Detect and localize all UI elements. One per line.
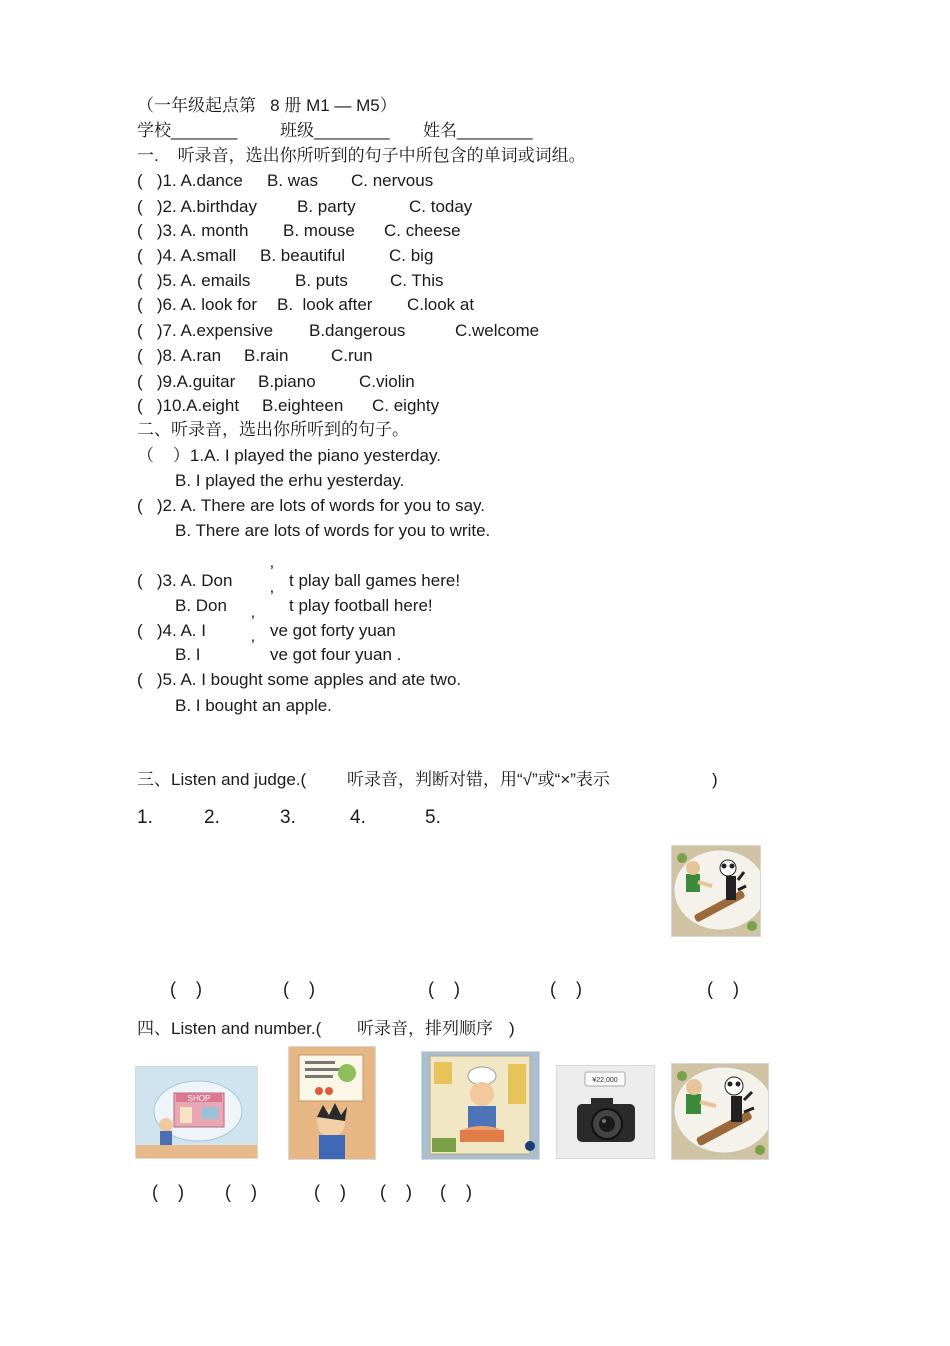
q5-option-a[interactable]: ( )5. A. I bought some apples and ate two. [137, 670, 462, 689]
option-b: B. party [297, 197, 356, 216]
section4-heading-instruction: 听录音，排列顺序 [357, 1019, 493, 1038]
q2-option-b[interactable]: B. There are lots of words for you to write. [175, 521, 491, 540]
judge-answer-2[interactable]: ( ) [283, 979, 315, 999]
option-c: C.run [331, 346, 373, 365]
panda-picture-2 [671, 1063, 769, 1160]
item-prefix: ( )2. A.birthday [137, 197, 257, 216]
option-c: C. today [409, 197, 473, 216]
item-prefix: ( )7. A.expensive [137, 321, 274, 340]
q3b-start: B. Don [175, 596, 227, 615]
item-prefix: ( )4. A.small [137, 246, 237, 265]
q4b-end: ve got four yuan . [270, 645, 402, 664]
q3a-start: ( )3. A. Don [137, 571, 233, 590]
price-tag: ¥22,000 [592, 1077, 618, 1084]
q1-option-a[interactable]: （ ）1.A. I played the piano yesterday. [137, 446, 441, 465]
item-prefix: ( )9.A.guitar [137, 372, 236, 391]
camera-picture [556, 1065, 655, 1159]
section3-heading-start: 三、Listen and judge.( [137, 770, 307, 789]
option-c: C. This [390, 271, 444, 290]
camera-drawing-icon [557, 1066, 654, 1158]
q1-option-b[interactable]: B. I played the erhu yesterday. [175, 471, 405, 490]
item-prefix: ( )8. A.ran [137, 346, 222, 365]
q4a-start: ( )4. A. I [137, 621, 206, 640]
cake-drawing-icon [422, 1052, 539, 1159]
option-c: C.welcome [455, 321, 540, 340]
q3b-end: t play football here! [289, 596, 433, 615]
q5-option-b[interactable]: B. I bought an apple. [175, 696, 332, 715]
school-field[interactable]: 学校_______ [137, 121, 238, 140]
option-c: C.violin [359, 372, 415, 391]
shop-drawing-icon [136, 1067, 257, 1158]
option-c: C.look at [407, 295, 475, 314]
judge-answer-4[interactable]: ( ) [550, 979, 582, 999]
judge-answer-5[interactable]: ( ) [707, 979, 739, 999]
judge-number-5: 5. [425, 807, 441, 828]
class-field[interactable]: 班级________ [280, 121, 390, 140]
number-answer-4[interactable]: ( ) [380, 1182, 412, 1202]
section1-heading: 一. 听录音，选出你所听到的句子中所包含的单词或词组。 [137, 146, 586, 165]
option-b: B.eighteen [262, 396, 344, 415]
option-b: B. beautiful [260, 246, 346, 265]
judge-number-2: 2. [204, 807, 220, 828]
item-prefix: ( )1. A.dance [137, 171, 243, 190]
boy-card-drawing-icon [289, 1047, 375, 1159]
option-b: B.rain [244, 346, 289, 365]
shop-sign: SHOP [187, 1094, 211, 1103]
item-prefix: ( )3. A. month [137, 221, 249, 240]
section2-heading: 二、听录音，选出你所听到的句子。 [137, 420, 409, 439]
panda-drawing-icon [672, 846, 760, 936]
panda-picture [671, 845, 761, 937]
option-b: B. was [267, 171, 319, 190]
section4-heading-start: 四、Listen and number.( [137, 1019, 322, 1038]
number-answer-1[interactable]: ( ) [152, 1182, 184, 1202]
item-prefix: ( )5. A. emails [137, 271, 251, 290]
option-b: B.piano [258, 372, 316, 391]
boy-card-picture [288, 1046, 376, 1160]
q4a-end: ve got forty yuan [270, 621, 396, 640]
number-answer-3[interactable]: ( ) [314, 1182, 346, 1202]
name-field[interactable]: 姓名________ [423, 121, 533, 140]
apostrophe: ’ [251, 636, 255, 655]
option-c: C. cheese [384, 221, 461, 240]
q2-option-a[interactable]: ( )2. A. There are lots of words for you to say. [137, 496, 486, 515]
judge-number-1: 1. [137, 807, 153, 828]
option-c: C. eighty [372, 396, 440, 415]
section3-heading-end: ) [712, 770, 718, 789]
apostrophe: ’ [270, 587, 274, 606]
birthday-cake-picture [421, 1051, 540, 1160]
section3-heading-instruction: 听录音，判断对错，用“√”或“×”表示 [347, 770, 610, 789]
number-answer-2[interactable]: ( ) [225, 1182, 257, 1202]
option-c: C. nervous [351, 171, 434, 190]
section4-heading-end: ) [509, 1019, 515, 1038]
apostrophe: ’ [270, 562, 274, 581]
worksheet-title: （一年级起点第 8 册 M1 — M5） [137, 96, 397, 115]
option-b: B. puts [295, 271, 348, 290]
judge-answer-3[interactable]: ( ) [428, 979, 460, 999]
judge-answer-1[interactable]: ( ) [170, 979, 202, 999]
item-prefix: ( )6. A. look for [137, 295, 257, 314]
q4b-start: B. I [175, 645, 201, 664]
option-c: C. big [389, 246, 434, 265]
option-b: B.dangerous [309, 321, 406, 340]
q3a-end: t play ball games here! [289, 571, 461, 590]
number-answer-5[interactable]: ( ) [440, 1182, 472, 1202]
apostrophe: ’ [251, 612, 255, 631]
option-b: B. mouse [283, 221, 355, 240]
judge-number-3: 3. [280, 807, 296, 828]
judge-number-4: 4. [350, 807, 366, 828]
panda-drawing-icon [672, 1064, 768, 1159]
shop-picture [135, 1066, 258, 1159]
option-b: B. look after [277, 295, 373, 314]
item-prefix: ( )10.A.eight [137, 396, 240, 415]
